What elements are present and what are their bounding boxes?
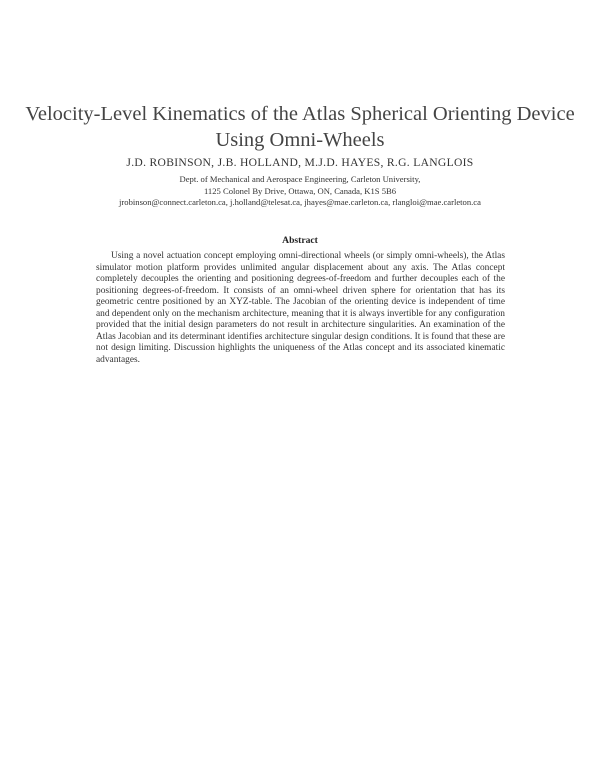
- affiliation-address: 1125 Colonel By Drive, Ottawa, ON, Canada, K1S 5B6: [203, 186, 397, 196]
- abstract-paragraph: Using a novel actuation concept employing omni-directional wheels (or simply omni-wheels), the Atlas simulator motion platform provides unlimited angular displacement about any axis. The Atlas concept completely decouples the orienting and positioning degrees-of-freedom and further decouples each of the positioning degrees-of-freedom. It consists of an omni-wheel driven sphere for orientation that has its geometric centre positioned by an XYZ-table. The Jacobian of the orienting device is independent of time and dependent only on the mechanism architecture, meaning that it is always invertible for any configuration provided that the initial design parameters do not result in architecture singularities. An examination of the Atlas Jacobian and its determinant identifies architecture singular design conditions. It is found that these are not design limiting. Discussion highlights the uniqueness of the Atlas concept and its associated kinematic advantages.: [96, 251, 505, 365]
- author-emails: jrobinson@connect.carleton.ca, j.holland@telesat.ca, jhayes@mae.carleton.ca, rlangloi@mae.carleton.ca: [119, 197, 481, 207]
- paper-title: [0, 101, 600, 153]
- abstract-heading: Abstract: [282, 235, 318, 246]
- abstract-body: [96, 251, 505, 366]
- paper-title-line-2: Using Omni-Wheels: [215, 129, 385, 151]
- author-list: J.D. ROBINSON, J.B. HOLLAND, M.J.D. HAYES, R.G. LANGLOIS: [126, 156, 474, 169]
- affiliation-department: Dept. of Mechanical and Aerospace Engineering, Carleton University,: [179, 174, 421, 184]
- paper-title-line-1: Velocity-Level Kinematics of the Atlas Spherical Orienting Device: [25, 103, 575, 125]
